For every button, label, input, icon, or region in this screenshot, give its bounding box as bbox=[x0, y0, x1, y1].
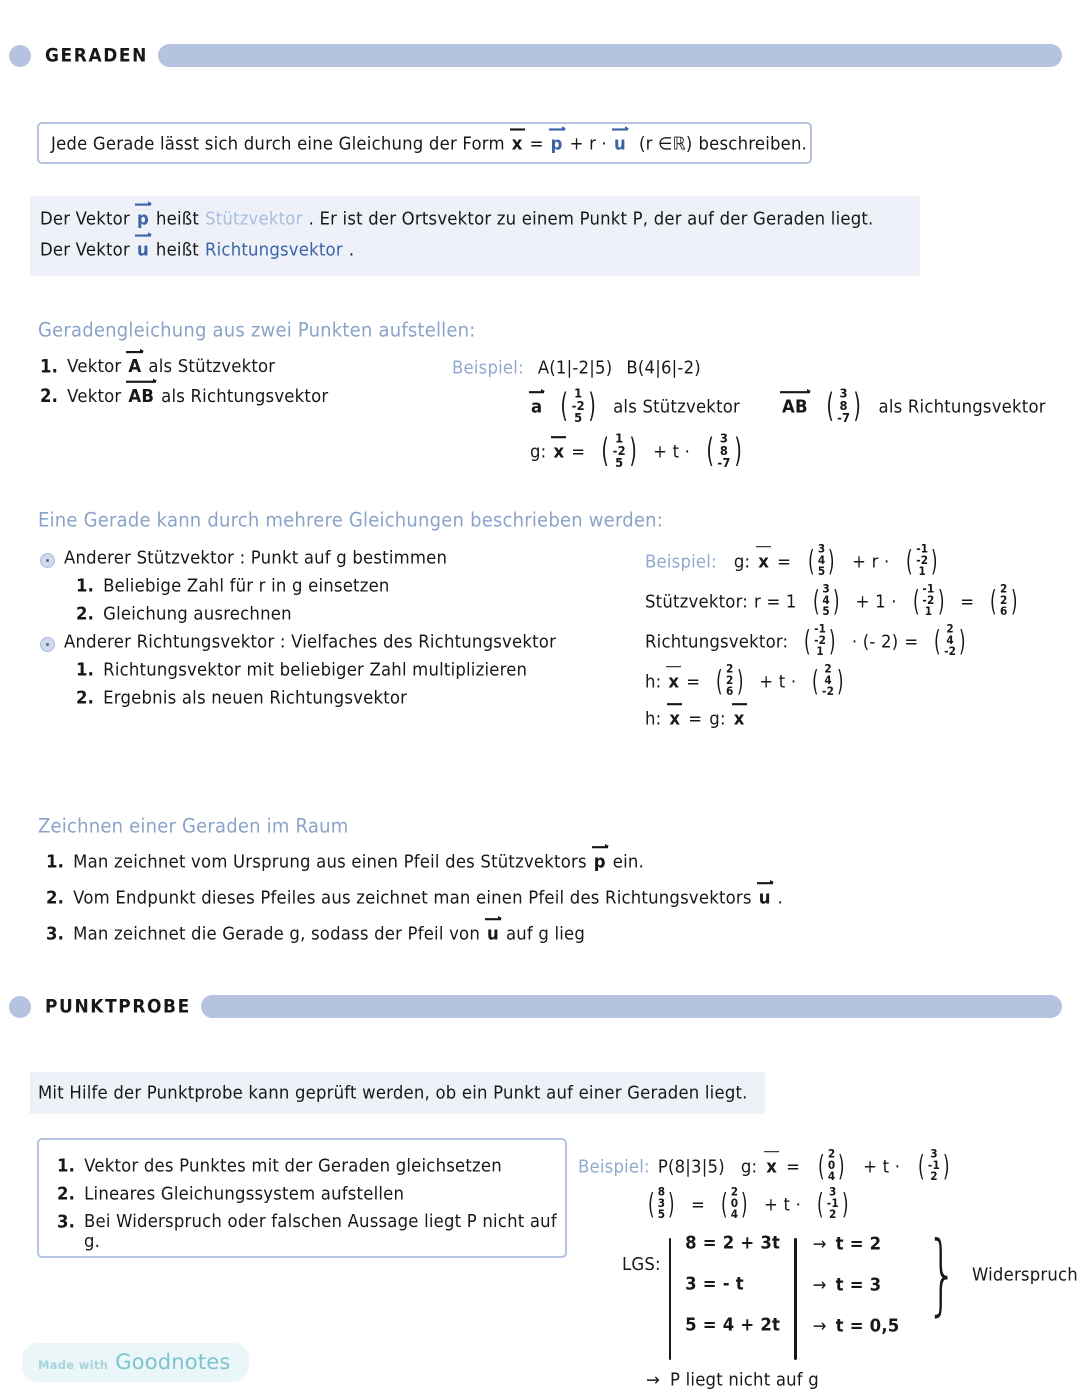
step-text-post: . bbox=[777, 887, 784, 908]
list-item bbox=[57, 1156, 565, 1175]
vector-component: 1 bbox=[924, 605, 933, 619]
equals: = bbox=[777, 550, 792, 572]
goodnotes-made-with-label: Made with bbox=[38, 1358, 109, 1372]
vector-component: 8 bbox=[657, 1186, 666, 1199]
note-line2-heisst: heißt bbox=[155, 239, 199, 260]
a-vec-caption: als Stützvektor bbox=[613, 396, 741, 417]
vector-component: 2 bbox=[827, 1147, 836, 1161]
lgs-result: t = 0,5 bbox=[835, 1315, 900, 1336]
section-header-punktprobe bbox=[0, 995, 1062, 1018]
vector-u-label: u bbox=[758, 887, 771, 908]
vector-component: 0 bbox=[827, 1159, 836, 1173]
vector-component: 4 bbox=[822, 594, 830, 608]
vector-component: 5 bbox=[615, 455, 624, 471]
note-line1-post: . Er ist der Ortsvektor zu einem Punkt P, der auf der Geraden liegt. bbox=[308, 208, 874, 229]
multiple-eq-list bbox=[40, 548, 620, 716]
vector-component: -1 bbox=[814, 623, 827, 636]
step-text-pre: Vektor bbox=[67, 356, 122, 377]
section-bar bbox=[201, 995, 1062, 1018]
vector-component: 2 bbox=[1000, 594, 1008, 608]
list-item bbox=[57, 1212, 565, 1250]
step-text-post: auf g lieg bbox=[505, 923, 586, 944]
step-number: 1. bbox=[46, 851, 65, 872]
vector-component: -2 bbox=[944, 645, 957, 659]
vector-component: 2 bbox=[726, 663, 734, 677]
list-item bbox=[76, 576, 620, 595]
substep-number: 1. bbox=[76, 575, 95, 596]
ab-vec-caption: als Richtungsvektor bbox=[878, 396, 1046, 417]
g-direction-vector: ( 3 -1 2 ) bbox=[918, 1147, 950, 1184]
heading-mehrere-gleichungen: Eine Gerade kann durch mehrere Gleichungen beschrieben werden: bbox=[38, 509, 664, 532]
vector-x-label: x bbox=[553, 441, 565, 462]
substep-text: Gleichung ausrechnen bbox=[103, 603, 292, 624]
point-p: P(8|3|5) bbox=[657, 1155, 725, 1177]
lgs-equation: 5 = 4 + 2t bbox=[685, 1315, 781, 1336]
equals: = bbox=[904, 631, 919, 652]
definition-box bbox=[37, 122, 812, 164]
equals: = bbox=[960, 591, 975, 612]
line-g-direction-vector: ( 3 8 -7 ) bbox=[706, 430, 742, 471]
vector-u-label: u bbox=[613, 133, 626, 154]
vector-component: 5 bbox=[817, 565, 826, 579]
vector-component: 3 bbox=[822, 583, 830, 596]
vector-a-column: ( 1 -2 5 ) bbox=[560, 385, 596, 426]
vector-component: 1 bbox=[615, 430, 624, 446]
substep-text: Beliebige Zahl für r in g einsetzen bbox=[103, 575, 390, 596]
plus-t: + t · bbox=[863, 1155, 901, 1177]
step-number: 2. bbox=[57, 1183, 76, 1204]
equals: = bbox=[686, 671, 701, 692]
plus-t: + t · bbox=[759, 671, 797, 692]
vector-component: 4 bbox=[730, 1208, 739, 1222]
list-item bbox=[46, 888, 846, 907]
line-h-direction-vector: ( 2 4 -2 ) bbox=[812, 663, 844, 699]
example-punktprobe bbox=[578, 1147, 1078, 1390]
line-g-label: g: bbox=[740, 1155, 758, 1177]
vector-component: 2 bbox=[829, 1208, 837, 1222]
vector-ab-label: AB bbox=[782, 396, 808, 417]
list-item bbox=[57, 1184, 565, 1203]
vector-component: 4 bbox=[946, 634, 954, 648]
vector-component: -2 bbox=[612, 443, 626, 459]
lgs-arrow-icon: → bbox=[812, 1274, 827, 1295]
support-vector: ( 2 0 4 ) bbox=[721, 1186, 748, 1222]
line-g-plus: + t · bbox=[653, 441, 691, 462]
vector-component: 3 bbox=[719, 430, 729, 446]
definition-note-block bbox=[30, 196, 920, 276]
vector-component: 2 bbox=[946, 623, 954, 636]
vector-component: 3 bbox=[657, 1197, 666, 1211]
list-item bbox=[46, 852, 846, 871]
point-a: A(1|-2|5) bbox=[537, 357, 613, 378]
vector-p-label: p bbox=[550, 133, 563, 154]
vector-x-label: x bbox=[668, 671, 680, 692]
vector-component: -2 bbox=[916, 554, 929, 568]
example-multiple-eq bbox=[645, 542, 1065, 730]
section-bullet-icon bbox=[9, 996, 31, 1018]
lgs-equation: 8 = 2 + 3t bbox=[685, 1232, 781, 1254]
section-title-geraden: GERADEN bbox=[45, 44, 148, 67]
step-text-post: als Stützvektor bbox=[148, 356, 276, 377]
vector-x-label: x bbox=[511, 133, 523, 154]
lgs-left-rule bbox=[669, 1238, 671, 1360]
lgs-block bbox=[622, 1222, 1078, 1360]
vector-component: -2 bbox=[822, 685, 835, 699]
vector-component: 2 bbox=[930, 1170, 938, 1184]
vector-component: 2 bbox=[1000, 583, 1008, 596]
vector-x-label: x bbox=[766, 1155, 778, 1177]
support-calc-vector-2: ( -1 -2 1 ) bbox=[912, 583, 945, 619]
line-h-label: h: bbox=[645, 671, 662, 692]
g-direction-vector: ( -1 -2 1 ) bbox=[906, 542, 938, 579]
g-support-vector: ( 3 4 5 ) bbox=[808, 542, 836, 579]
step-number: 2. bbox=[46, 887, 65, 908]
step-text-pre: Man zeichnet vom Ursprung aus einen Pfeil des Stützvektors bbox=[73, 851, 587, 872]
step-text-pre: Vom Endpunkt dieses Pfeiles aus zeichnet man einen Pfeil des Richtungsvektors bbox=[73, 887, 752, 908]
section-header-geraden bbox=[0, 44, 1062, 67]
list-item bbox=[40, 386, 460, 406]
substep-text: Ergebnis als neuen Richtungsvektor bbox=[103, 687, 408, 708]
vector-p-label: p bbox=[136, 208, 149, 229]
vector-component: 6 bbox=[1000, 605, 1008, 619]
vector-ab-column: ( 3 8 -7 ) bbox=[826, 385, 862, 426]
definition-plus-r: + r · bbox=[569, 133, 607, 154]
line-g-equals: = bbox=[571, 441, 586, 462]
vector-component: -1 bbox=[922, 583, 935, 596]
vector-component: 1 bbox=[574, 385, 583, 401]
equals: = bbox=[688, 708, 703, 730]
vector-component: 2 bbox=[726, 674, 734, 688]
vector-component: -1 bbox=[826, 1197, 839, 1211]
lgs-arrow-icon: → bbox=[812, 1315, 827, 1336]
lgs-arrow-icon: → bbox=[812, 1233, 827, 1254]
vector-component: 1 bbox=[918, 565, 926, 579]
direction-operator: · (- 2) bbox=[851, 631, 899, 652]
heading-geradengleichung: Geradengleichung aus zwei Punkten aufstellen: bbox=[38, 319, 476, 342]
plus-t: + t · bbox=[764, 1194, 802, 1215]
vector-component: 0 bbox=[730, 1197, 739, 1211]
vector-component: 5 bbox=[574, 410, 583, 426]
substep-number: 1. bbox=[76, 659, 95, 680]
bullet-text: Anderer Stützvektor : Punkt auf g bestimmen bbox=[64, 547, 448, 568]
support-operator: + 1 · bbox=[855, 591, 897, 612]
note-line1-pre: Der Vektor bbox=[40, 208, 130, 229]
step-text: Vektor des Punktes mit der Geraden gleichsetzen bbox=[84, 1155, 502, 1176]
vector-x-label: x bbox=[733, 708, 745, 730]
lgs-label: LGS: bbox=[622, 1254, 661, 1275]
heading-zeichnen: Zeichnen einer Geraden im Raum bbox=[38, 815, 349, 838]
two-points-steps bbox=[40, 356, 460, 415]
list-item bbox=[40, 356, 460, 376]
vector-component: 3 bbox=[817, 542, 826, 556]
vector-component: -1 bbox=[927, 1159, 940, 1173]
step-number: 3. bbox=[57, 1211, 76, 1232]
note-line2-post: . bbox=[348, 239, 355, 260]
punktprobe-steps-box bbox=[37, 1138, 567, 1258]
vector-component: -2 bbox=[814, 634, 827, 648]
vector-component: -7 bbox=[837, 410, 851, 426]
point-vector: ( 8 3 5 ) bbox=[648, 1186, 675, 1222]
vector-x-label: x bbox=[669, 708, 681, 730]
definition-text-pre: Jede Gerade lässt sich durch eine Gleichung der Form bbox=[51, 133, 505, 154]
support-calc-label: Stützvektor: bbox=[645, 591, 749, 612]
substep-number: 2. bbox=[76, 603, 95, 624]
step-text: Lineares Gleichungssystem aufstellen bbox=[84, 1183, 405, 1204]
section-title-punktprobe: PUNKTPROBE bbox=[45, 995, 191, 1018]
direction-vector: ( 3 -1 2 ) bbox=[817, 1186, 849, 1222]
list-item bbox=[76, 688, 620, 707]
section-bullet-icon bbox=[9, 45, 31, 67]
direction-calc-vector: ( -1 -2 1 ) bbox=[804, 623, 836, 659]
vector-component: 5 bbox=[657, 1208, 666, 1222]
definition-text-post: beschreiben. bbox=[698, 133, 808, 154]
vector-component: 1 bbox=[816, 645, 824, 659]
vector-component: 8 bbox=[719, 443, 729, 459]
step-number: 1. bbox=[40, 355, 59, 378]
line-g-label: g: bbox=[733, 550, 751, 572]
goodnotes-badge bbox=[22, 1343, 249, 1382]
term-stuetzvektor: Stützvektor bbox=[205, 208, 303, 229]
bullet-dot-icon bbox=[40, 637, 55, 652]
list-item bbox=[76, 660, 620, 679]
punktprobe-note-block bbox=[30, 1072, 765, 1114]
step-number: 1. bbox=[57, 1155, 76, 1176]
lgs-result: t = 2 bbox=[835, 1233, 882, 1254]
line-g-label: g: bbox=[709, 708, 726, 730]
vector-component: 5 bbox=[822, 605, 830, 619]
plus-r: + r · bbox=[852, 550, 890, 572]
conclusion-text: P liegt nicht auf g bbox=[670, 1369, 819, 1390]
drawing-steps bbox=[46, 852, 846, 952]
vector-u-label: u bbox=[136, 239, 149, 260]
equals: = bbox=[786, 1155, 801, 1177]
list-item bbox=[46, 924, 846, 943]
section-bar bbox=[158, 44, 1062, 67]
bullet-text: Anderer Richtungsvektor : Vielfaches des Richtungsvektor bbox=[64, 631, 557, 652]
vector-component: 2 bbox=[824, 663, 832, 677]
vector-component: 6 bbox=[726, 685, 734, 699]
step-text-post: als Richtungsvektor bbox=[161, 386, 329, 407]
vector-component: 8 bbox=[839, 398, 848, 414]
vector-component: 4 bbox=[817, 554, 826, 568]
vector-x-label: x bbox=[758, 550, 770, 572]
step-number: 2. bbox=[40, 385, 59, 407]
widerspruch-label: Widerspruch bbox=[971, 1264, 1078, 1285]
direction-calc-label: Richtungsvektor: bbox=[645, 631, 789, 652]
punktprobe-note-text: Mit Hilfe der Punktprobe kann geprüft werden, ob ein Punkt auf einer Geraden liegt. bbox=[38, 1082, 748, 1103]
lgs-equation: 3 = - t bbox=[685, 1273, 744, 1295]
bullet-dot-icon bbox=[40, 553, 55, 568]
lgs-right-rule bbox=[794, 1238, 796, 1360]
example-label: Beispiel: bbox=[578, 1155, 650, 1177]
step-text-post: ein. bbox=[612, 851, 645, 872]
substep-number: 2. bbox=[76, 687, 95, 708]
support-r-value: r = 1 bbox=[754, 591, 797, 612]
vector-component: 3 bbox=[829, 1186, 837, 1199]
example-two-points bbox=[452, 358, 1062, 469]
vector-component: 3 bbox=[930, 1147, 938, 1161]
vector-component: 2 bbox=[730, 1186, 739, 1199]
support-calc-result: ( 2 2 6 ) bbox=[990, 583, 1018, 619]
step-number: 3. bbox=[46, 923, 65, 944]
vector-component: -1 bbox=[916, 542, 929, 556]
goodnotes-brand-label: Goodnotes bbox=[115, 1350, 231, 1374]
step-text: Bei Widerspruch oder falschen Aussage liegt P nicht auf g. bbox=[84, 1210, 557, 1252]
vector-component: -7 bbox=[717, 455, 731, 471]
step-text-pre: Man zeichnet die Gerade g, sodass der Pfeil von bbox=[73, 923, 480, 944]
conclusion-arrow-icon: → bbox=[646, 1369, 661, 1390]
vector-p-label: p bbox=[593, 851, 606, 872]
line-g-support-vector: ( 1 -2 5 ) bbox=[601, 430, 637, 471]
g-support-vector: ( 2 0 4 ) bbox=[818, 1147, 846, 1184]
substep-text: Richtungsvektor mit beliebiger Zahl multiplizieren bbox=[103, 659, 528, 680]
line-g-label: g: bbox=[530, 441, 547, 462]
step-text-pre: Vektor bbox=[67, 386, 122, 407]
vector-component: 3 bbox=[839, 385, 848, 401]
direction-calc-result: ( 2 4 -2 ) bbox=[934, 623, 966, 659]
line-h-label: h: bbox=[645, 708, 662, 730]
note-line2-pre: Der Vektor bbox=[40, 239, 130, 260]
vector-ab-label: AB bbox=[128, 386, 155, 407]
vector-u-label: u bbox=[486, 923, 499, 944]
vector-component: -2 bbox=[922, 594, 935, 608]
support-calc-vector-1: ( 3 4 5 ) bbox=[812, 583, 840, 619]
vector-a-label: a bbox=[531, 396, 543, 417]
example-label: Beispiel: bbox=[645, 550, 717, 572]
example-label: Beispiel: bbox=[452, 357, 524, 378]
definition-condition: (r ∈ℝ) bbox=[638, 133, 693, 154]
closing-brace-icon: } bbox=[926, 1222, 958, 1326]
vector-a-label: A bbox=[128, 356, 142, 377]
note-line1-heisst: heißt bbox=[155, 208, 200, 229]
point-b: B(4|6|-2) bbox=[626, 357, 701, 378]
list-item bbox=[40, 632, 620, 651]
line-h-support-vector: ( 2 2 6 ) bbox=[716, 663, 744, 699]
vector-component: 4 bbox=[827, 1170, 836, 1184]
definition-equals: = bbox=[529, 133, 544, 154]
vector-component: -2 bbox=[571, 398, 585, 414]
lgs-result: t = 3 bbox=[835, 1274, 882, 1295]
equals: = bbox=[690, 1194, 706, 1215]
vector-component: 4 bbox=[824, 674, 832, 688]
list-item bbox=[76, 604, 620, 623]
list-item bbox=[40, 548, 620, 567]
term-richtungsvektor: Richtungsvektor bbox=[204, 239, 343, 260]
